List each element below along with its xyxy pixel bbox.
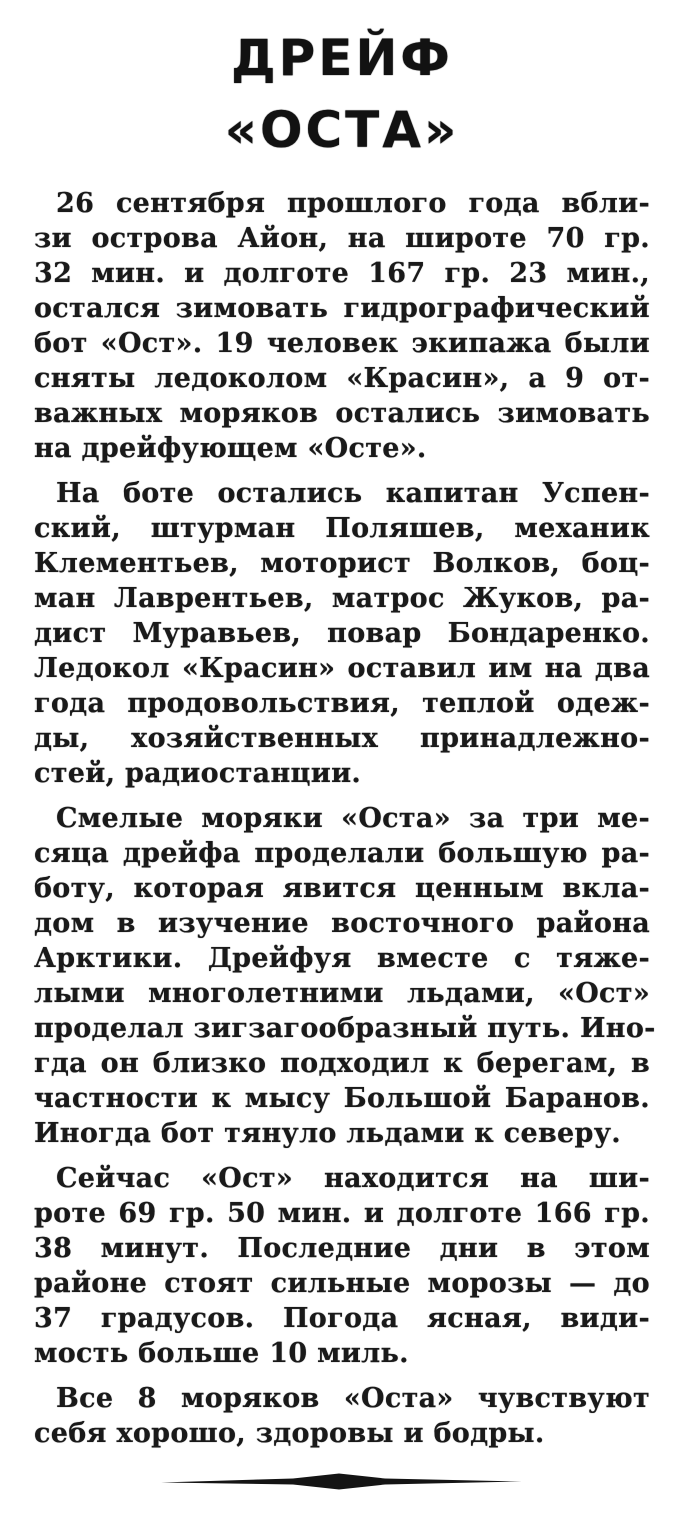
text-line: года продовольствия, теплой одеж- [34, 688, 650, 719]
text-line: Иногда бот тянуло льдами к северу. [34, 1118, 621, 1149]
text-line: дом в изучение восточного района [34, 908, 650, 939]
article-paragraph [34, 186, 650, 466]
text-line: на дрейфующем «Осте». [34, 433, 427, 464]
title-line-1: ДРЕЙФ [231, 29, 453, 87]
text-line: Ледокол «Красин» оставил им на два [34, 653, 650, 684]
text-line: сяца дрейфа проделали большую ра- [34, 838, 650, 869]
text-line: мость больше 10 миль. [34, 1338, 409, 1369]
text-line: дист Муравьев, повар Бондаренко. [34, 618, 650, 649]
text-line: Клементьев, моторист Волков, боц- [34, 548, 650, 579]
text-line: ман Лаврентьев, матрос Жуков, ра- [34, 583, 650, 614]
article-paragraph [34, 1161, 650, 1371]
text-line: боту, которая явится ценным вкла- [34, 873, 650, 904]
text-line: ды, хозяйственных принадлежно- [34, 723, 650, 754]
text-line: сняты ледоколом «Красин», а 9 от- [34, 363, 650, 394]
text-line: ский, штурман Поляшев, механик [34, 513, 650, 544]
text-line: себя хорошо, здоровы и бодры. [34, 1418, 545, 1449]
text-line: частности к мысу Большой Баранов. [34, 1083, 650, 1114]
text-line: стей, радиостанции. [34, 758, 362, 789]
text-line: важных моряков остались зимовать [34, 398, 650, 429]
text-line: Сейчас «Ост» находится на ши- [56, 1163, 650, 1194]
text-line: На боте остались капитан Успен- [56, 478, 650, 509]
text-line: зи острова Айон, на широте 70 гр. [34, 223, 650, 254]
text-line: 37 градусов. Погода ясная, види- [34, 1303, 650, 1334]
text-line: 32 мин. и долготе 167 гр. 23 мин., [34, 258, 650, 289]
article-title [0, 0, 684, 160]
text-line: роте 69 гр. 50 мин. и долготе 166 гр. [34, 1198, 650, 1229]
text-line: Смелые моряки «Оста» за три ме- [56, 803, 650, 834]
title-line-2: «ОСТА» [224, 101, 460, 159]
article-body [34, 186, 656, 1451]
divider [0, 1473, 684, 1491]
text-line: остался зимовать гидрографический [34, 293, 650, 324]
text-line: проделал зигзагообразный путь. Ино- [34, 1013, 656, 1044]
tapered-rule-icon [161, 1473, 523, 1491]
article-paragraph [34, 1381, 650, 1451]
text-line: 38 минут. Последние дни в этом [34, 1233, 650, 1264]
text-line: гда он близко подходил к берегам, в [34, 1048, 650, 1079]
text-line: районе стоят сильные морозы — до [34, 1268, 650, 1299]
article-paragraph [34, 476, 650, 791]
article-paragraph [34, 801, 656, 1151]
text-line: 26 сентября прошлого года вбли- [56, 188, 650, 219]
text-line: бот «Ост». 19 человек экипажа были [34, 328, 650, 359]
text-line: Все 8 моряков «Оста» чувствуют [56, 1383, 650, 1414]
text-line: Арктики. Дрейфуя вместе с тяже- [34, 943, 650, 974]
text-line: лыми многолетними льдами, «Ост» [34, 978, 650, 1009]
